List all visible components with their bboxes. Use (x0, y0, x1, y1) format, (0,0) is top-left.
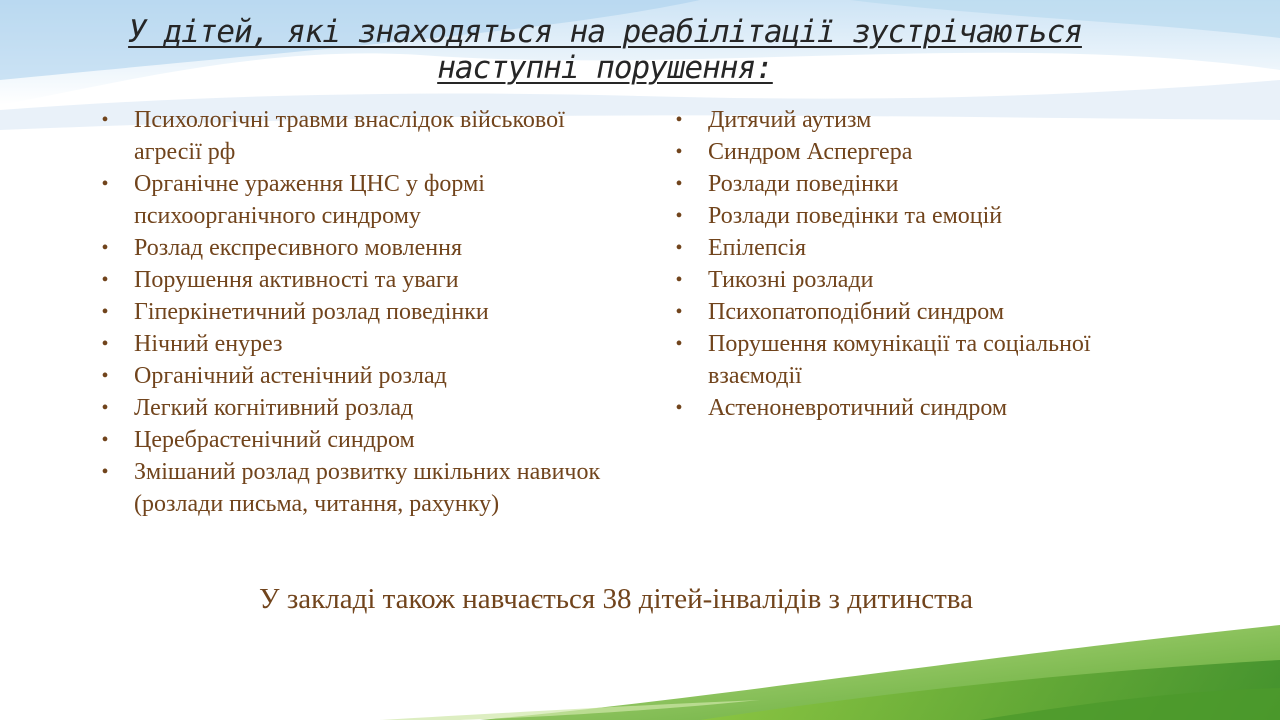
title-line-1: У дітей, які знаходяться на реабілітації зустрічаються (128, 14, 1082, 50)
right-disorder-list (672, 104, 1152, 424)
list-item: • Порушення активності та уваги (98, 264, 618, 296)
list-item: • Розлад експресивного мовлення (98, 232, 618, 264)
list-item: • Астеноневротичний синдром (672, 392, 1152, 424)
slide-title (80, 14, 1130, 86)
left-disorder-list (98, 104, 618, 520)
list-item: • Епілепсія (672, 232, 1152, 264)
title-line-2: наступні порушення: (437, 50, 773, 86)
list-item: • Тикозні розлади (672, 264, 1152, 296)
list-item: • Дитячий аутизм (672, 104, 1152, 136)
list-item: • Легкий когнітивний розлад (98, 392, 618, 424)
list-item: • Церебрастенічний синдром (98, 424, 618, 456)
list-item: • Гіперкінетичний розлад поведінки (98, 296, 618, 328)
list-item: • Змішаний розлад розвитку шкільних навичок (розлади письма, читання, рахунку) (98, 456, 618, 520)
list-item: • Порушення комунікації та соціальної взаємодії (672, 328, 1152, 392)
list-item: • Розлади поведінки (672, 168, 1152, 200)
list-item: • Психопатоподібний синдром (672, 296, 1152, 328)
footer-note: У закладі також навчається 38 дітей-інвалідів з дитинства (259, 583, 973, 615)
list-item: • Психологічні травми внаслідок військової агресії рф (98, 104, 618, 168)
list-item: • Розлади поведінки та емоцій (672, 200, 1152, 232)
list-item: • Органічний астенічний розлад (98, 360, 618, 392)
list-item: • Органічне ураження ЦНС у формі психоорганічного синдрому (98, 168, 618, 232)
list-item: • Нічний енурез (98, 328, 618, 360)
list-item: • Синдром Аспергера (672, 136, 1152, 168)
